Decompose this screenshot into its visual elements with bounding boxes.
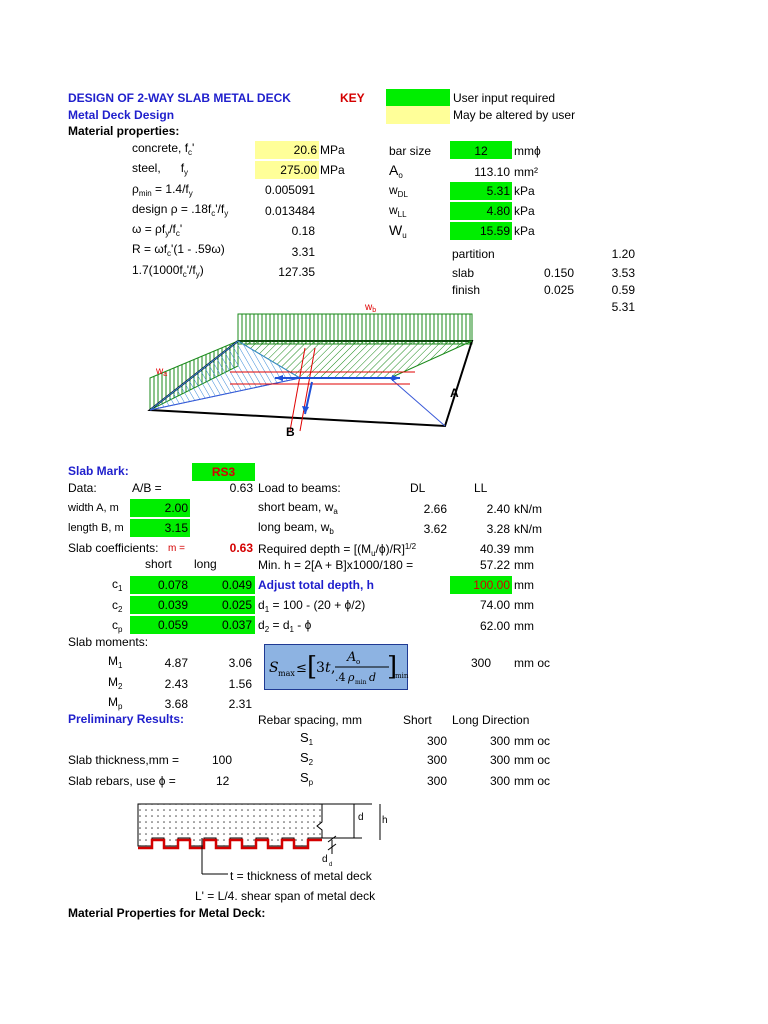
slab-thickness-label: Slab thickness,mm = [68,753,180,767]
rho-design-label: design $\rho = .18f_c'/f_y$ [132,202,229,218]
svg-text:h: h [382,815,388,826]
svg-text:o: o [356,658,361,666]
R-label: $R = \omega f_c'(1 - .59\omega)$ [132,242,225,258]
adjust-depth-unit: mm [514,578,534,592]
d2-value: 62.00 [479,619,510,633]
slab-dl-label: slab [452,266,475,280]
S1-short: 300 [426,734,447,748]
page-subtitle: Metal Deck Design [68,108,175,122]
wLL-label: $w_{LL}$ [389,203,407,219]
k-value: 127.35 [278,265,315,279]
length-value: 3.15 [164,521,188,535]
material-heading: Material properties: [68,124,180,138]
wu-unit: kPa [514,224,535,238]
M2-long: 1.56 [228,677,252,691]
short-beam-unit: kN/m [514,502,542,516]
rebar-spacing-label: Rebar spacing, mm [258,713,363,727]
M1-long: 3.06 [228,656,252,670]
width-label: width A, m [68,502,119,514]
short-beam-label: short beam, $w_a$ [258,500,338,516]
concrete-label: concrete, $f_c'$ [132,141,195,157]
long-beam-unit: kN/m [514,522,542,536]
concrete-unit: MPa [320,143,345,157]
cp-label: $c_p$ [112,618,123,634]
M1-short: 4.87 [164,656,188,670]
min-depth-value: 57.22 [479,558,510,572]
key-label: KEY [340,91,365,105]
required-depth-label: Required depth = $[(M_u/\phi)/R]^{1/2}$ [258,542,417,558]
svg-text:d: d [369,671,377,684]
diagram-label-B: B [286,425,295,439]
short-beam-ll: 2.40 [486,502,510,516]
deck-material-heading: Material Properties for Metal Deck: [68,906,266,920]
svg-text:≤: ≤ [296,661,307,676]
partition-value: 1.20 [611,247,635,261]
d1-label: $d_1 = 100 - (20 + \phi/2)$ [258,598,366,614]
Mp-label: $M_p$ [108,695,123,711]
Ao-value: 113.10 [474,165,510,179]
wa-label: $w_a$ [156,366,168,378]
svg-text:[: [ [307,652,318,682]
long-col-header: Long Direction [452,713,530,727]
svg-text:t: t [325,660,331,676]
svg-text:d: d [358,812,364,823]
long-beam-ll: 3.28 [486,522,510,536]
Sp-unit: mm oc [514,774,550,788]
S1-unit: mm oc [514,734,550,748]
finish-thk: 0.025 [543,283,574,297]
L-label: L' = L/4. shear span of metal deck [195,889,376,903]
wu-label: $W_u$ [389,222,407,240]
svg-text:min: min [355,679,367,686]
key-yellow-swatch [386,106,450,124]
ab-label: A/B = [132,481,162,495]
key-green-swatch [386,89,450,107]
S2-short: 300 [426,753,447,767]
c1-long: 0.049 [221,578,252,592]
slab-load-diagram [140,296,480,446]
results-heading: Preliminary Results: [68,712,185,726]
cp-short: 0.059 [157,618,188,632]
long-beam-label: long beam, $w_b$ [258,520,334,536]
smax-unit: mm oc [514,656,550,670]
svg-text:max: max [278,669,295,678]
short-header: short [145,557,172,571]
wDL-unit: kPa [514,184,535,198]
rho-min-label: $\rho_{min} = 1.4/f_y$ [132,182,193,198]
svg-text:.4: .4 [335,671,346,684]
slab-rebars-label: Slab rebars, use ϕ = [68,774,176,788]
slab-mark-value: RS3 [211,465,236,479]
S1-label: $S_1$ [300,730,314,747]
ll-header: LL [474,481,488,495]
d1-unit: mm [514,598,534,612]
required-depth-unit: mm [514,542,534,556]
wLL-unit: kPa [514,204,535,218]
key-input-text: User input required [453,91,556,105]
omega-label: $\omega = \rho f_y/f_c'$ [132,222,183,238]
c2-label: $c_2$ [112,598,123,614]
Sp-label: $S_p$ [300,770,314,787]
finish-value: 0.59 [611,283,635,297]
adjust-depth-value: 100.00 [473,578,510,592]
long-beam-dl: 3.62 [423,522,447,536]
metal-deck-section [132,796,392,868]
Ao-label: $A_o$ [389,162,403,180]
adjust-depth-label: Adjust total depth, h [258,578,374,592]
load-to-beams-label: Load to beams: [258,481,341,495]
rho-min-value: 0.005091 [264,183,315,197]
omega-value: 0.18 [291,224,315,238]
partition-label: partition [452,247,495,261]
svg-text:d: d [329,862,333,868]
concrete-value: 20.6 [293,143,317,157]
Mp-long: 2.31 [228,697,252,711]
steel-value: 275.00 [280,163,317,177]
d2-label: $d_2 = d_1 - \phi$ [258,618,312,634]
bar-unit: mmϕ [514,144,541,158]
steel-label: steel, $f_y$ [132,161,189,177]
smax-formula-box [264,644,408,690]
min-depth-label: Min. h = 2[A + B]x1000/180 = [258,558,414,572]
m-label: m = [168,543,185,554]
S2-label: $S_2$ [300,750,314,767]
Sp-long: 300 [489,774,510,788]
d1-value: 74.00 [479,598,510,612]
c1-label: $c_1$ [112,577,123,593]
svg-text:min: min [395,672,409,680]
slab-thickness-value: 100 [212,753,233,767]
slab-mark-label: Slab Mark: [68,464,129,478]
svg-text:d: d [322,854,328,865]
slab-thk: 0.150 [543,266,574,280]
c2-long: 0.025 [221,598,252,612]
d2-unit: mm [514,619,534,633]
bar-size-value: 12 [474,144,488,158]
required-depth-value: 40.39 [479,542,510,556]
m-value: 0.63 [229,541,253,555]
min-depth-unit: mm [514,558,534,572]
Sp-short: 300 [426,774,447,788]
M1-label: $M_1$ [108,654,123,670]
dead-load-total: 5.31 [611,300,635,314]
wu-value: 15.59 [479,224,510,238]
R-value: 3.31 [291,245,315,259]
svg-text:]: ] [387,652,398,682]
bar-size-label: bar size [389,144,432,158]
svg-text:ρ: ρ [348,671,355,684]
svg-text:,: , [331,660,336,676]
ab-value: 0.63 [229,481,253,495]
long-beam-load-strip [238,314,472,344]
S1-long: 300 [489,734,510,748]
short-col-header: Short [403,713,432,727]
page-title: DESIGN OF 2-WAY SLAB METAL DECK [68,91,291,105]
length-label: length B, m [68,522,124,534]
wDL-label: $w_{DL}$ [389,183,408,199]
rho-design-value: 0.013484 [264,204,315,218]
dl-header: DL [410,481,426,495]
c1-short: 0.078 [157,578,188,592]
key-alter-text: May be altered by user [453,108,576,122]
S2-long: 300 [489,753,510,767]
Ao-unit: mm² [514,165,538,179]
cp-long: 0.037 [221,618,252,632]
c2-short: 0.039 [157,598,188,612]
long-header: long [194,557,217,571]
steel-unit: MPa [320,163,345,177]
smax-value: 300 [471,656,492,670]
wDL-value: 5.31 [486,184,510,198]
slab-rebars-value: 12 [216,774,230,788]
data-label: Data: [68,481,97,495]
svg-text:3: 3 [316,660,325,676]
moments-label: Slab moments: [68,635,149,649]
width-value: 2.00 [164,501,188,515]
wLL-value: 4.80 [486,204,510,218]
Mp-short: 3.68 [164,697,188,711]
slab-dl-value: 3.53 [611,266,635,280]
M2-short: 2.43 [164,677,188,691]
coef-label: Slab coefficients: [68,541,159,555]
svg-text:A: A [347,650,357,665]
svg-text:S: S [269,660,279,676]
k-label: $1.7(1000f_c'/f_y)$ [132,263,204,279]
finish-label: finish [452,283,481,297]
diagram-label-A: A [450,386,459,400]
S2-unit: mm oc [514,753,550,767]
wb-label: $w_b$ [365,302,377,314]
short-beam-dl: 2.66 [423,502,447,516]
t-label: t = thickness of metal deck [230,869,372,883]
M2-label: $M_2$ [108,675,123,691]
smax-formula [265,645,407,689]
